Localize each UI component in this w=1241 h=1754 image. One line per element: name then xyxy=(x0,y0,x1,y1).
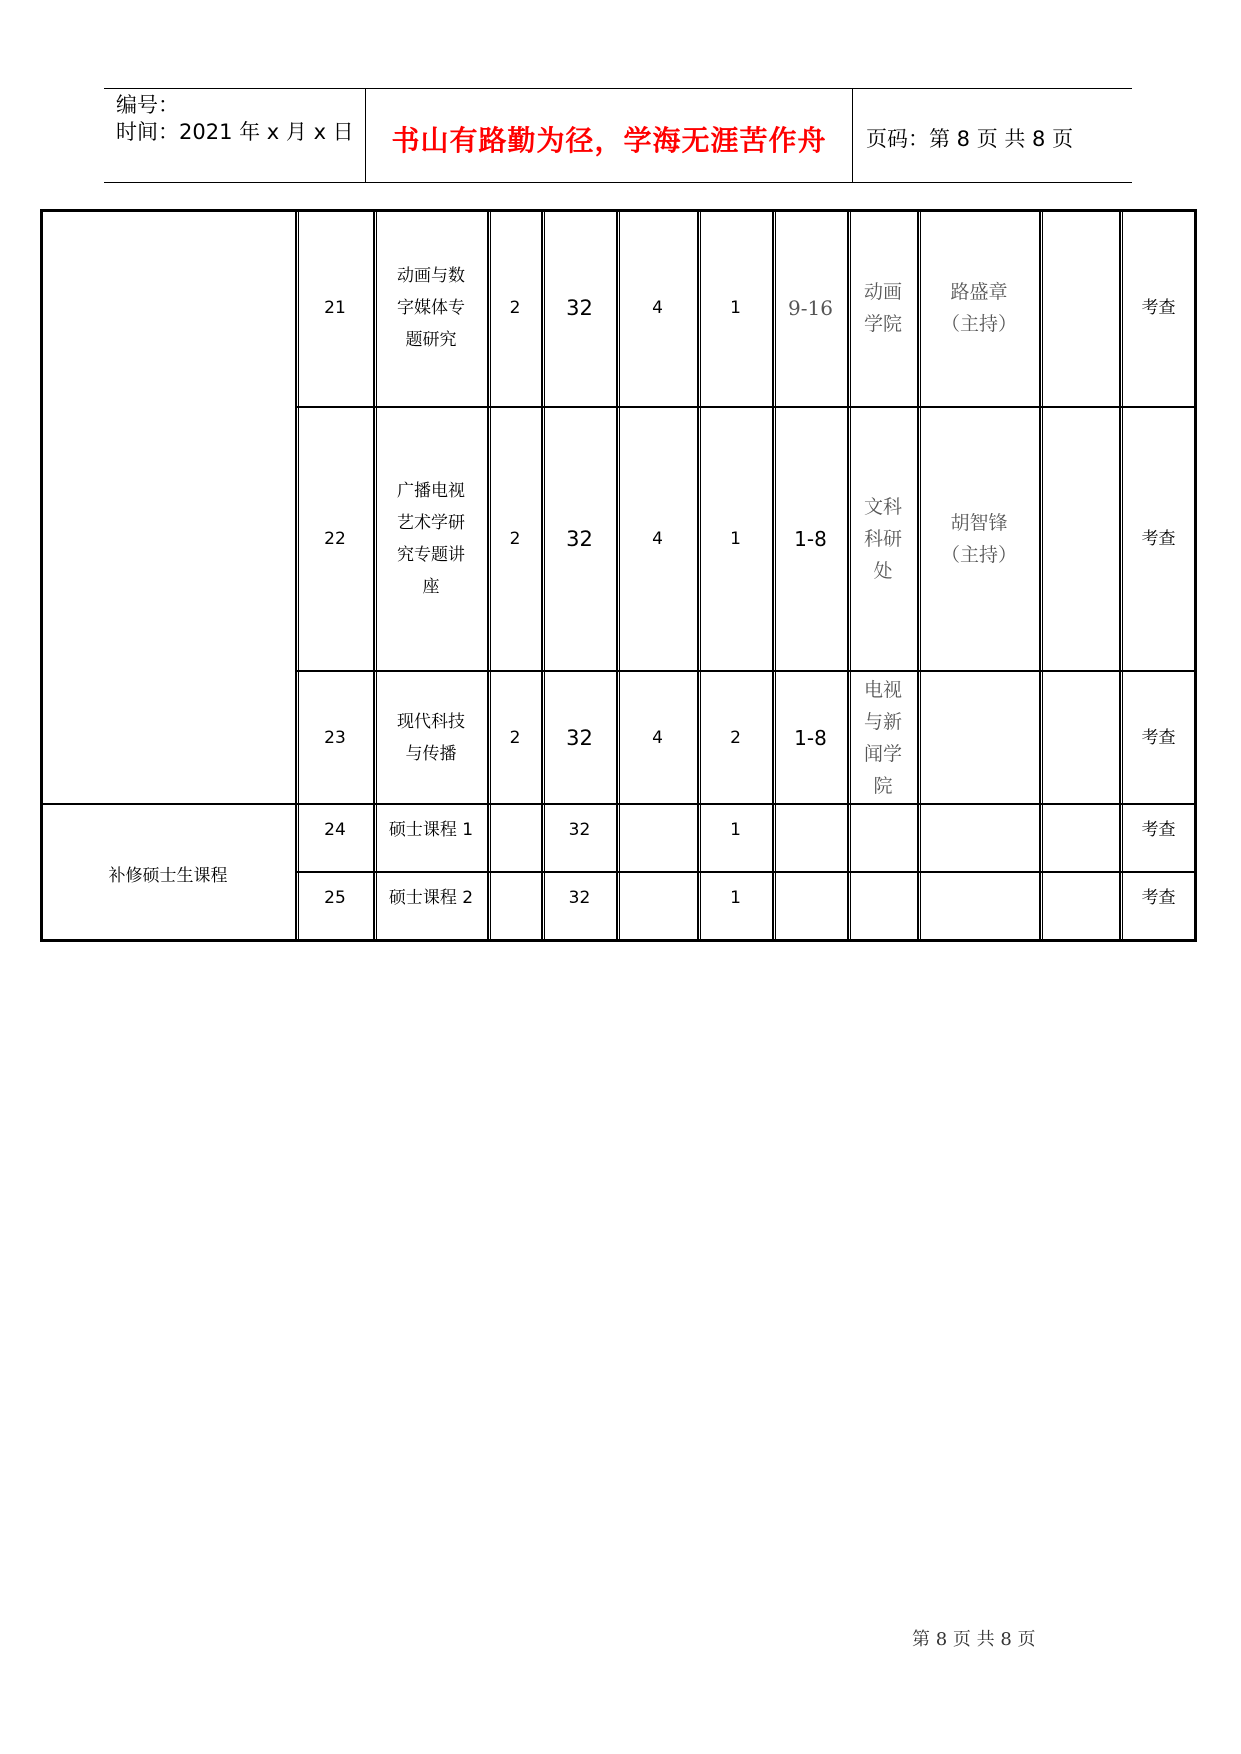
cell-department xyxy=(852,878,914,918)
cell-department: 电视 与新 闻学 院 xyxy=(863,678,902,797)
cell-exam: 考查 xyxy=(1141,529,1176,549)
cell-number: 24 xyxy=(324,820,346,840)
cell-exam: 考查 xyxy=(1141,727,1176,748)
cell-weeks xyxy=(621,878,694,918)
cell-department xyxy=(852,810,914,850)
number-label: 编号： xyxy=(116,93,179,117)
cell-empty xyxy=(1044,810,1116,850)
page-info: 页码：第 8 页 共 8 页 xyxy=(866,127,1074,151)
cell-teacher: 路盛章 （主持） xyxy=(940,281,1017,335)
cell-term: 1 xyxy=(730,888,741,908)
cell-credits: 2 xyxy=(509,727,521,748)
cell-course: 现代科技 与传播 xyxy=(397,711,465,764)
table-column-divider-inner xyxy=(376,209,377,942)
page-header xyxy=(104,88,1132,183)
cell-empty xyxy=(1044,671,1116,804)
table-column-divider xyxy=(541,209,543,942)
table-column-divider-inner xyxy=(1122,209,1123,942)
table-column-divider-inner xyxy=(775,209,776,942)
cell-number: 23 xyxy=(324,727,346,748)
cell-teacher xyxy=(922,878,1036,918)
cell-hours: 32 xyxy=(566,296,593,320)
table-column-divider xyxy=(697,209,699,942)
cell-number: 22 xyxy=(324,529,346,549)
cell-empty xyxy=(1044,209,1116,407)
cell-hours: 32 xyxy=(566,725,593,750)
cell-hours: 32 xyxy=(568,820,591,840)
cell-course: 硕士课程 1 xyxy=(388,820,474,840)
cell-credits: 2 xyxy=(509,298,521,318)
cell-weeks xyxy=(621,810,694,850)
table-column-divider-inner xyxy=(544,209,545,942)
table-row-divider xyxy=(296,871,1197,873)
group-label: 补修硕士生课程 xyxy=(108,865,228,886)
table-column-divider xyxy=(487,209,489,942)
header-middle xyxy=(365,89,853,182)
table-column-divider-inner xyxy=(850,209,851,942)
cell-number: 21 xyxy=(324,298,346,318)
cell-exam: 考查 xyxy=(1141,298,1176,318)
cell-term: 1 xyxy=(730,529,741,549)
cell-empty xyxy=(1044,878,1116,918)
cell-course: 硕士课程 2 xyxy=(388,888,474,908)
cell-credits: 2 xyxy=(509,529,521,549)
cell-term: 2 xyxy=(730,727,741,748)
slogan: 书山有路勤为径，学海无涯苦作舟 xyxy=(391,124,827,157)
table-column-divider-inner xyxy=(298,209,299,942)
header-left xyxy=(104,89,365,182)
table-column-divider-inner xyxy=(619,209,620,942)
cell-number: 25 xyxy=(324,888,346,908)
cell-term: 1 xyxy=(730,298,741,318)
cell-course: 广播电视 艺术学研 究专题讲 座 xyxy=(397,481,465,597)
cell-schedule: 9-16 xyxy=(788,296,833,320)
header-right xyxy=(852,89,1132,182)
table-column-divider xyxy=(847,209,849,942)
table-column-divider xyxy=(1119,209,1121,942)
cell-weeks: 4 xyxy=(652,298,663,318)
cell-credits xyxy=(492,810,538,850)
table-column-divider-inner xyxy=(920,209,921,942)
cell-schedule: 1-8 xyxy=(794,527,827,551)
table-border-right xyxy=(1194,209,1197,942)
cell-weeks: 4 xyxy=(652,727,663,748)
page-footer: 第 8 页 共 8 页 xyxy=(912,1629,1036,1650)
cell-teacher: 胡智锋 （主持） xyxy=(940,512,1017,566)
cell-department: 文科 科研 处 xyxy=(863,496,902,582)
table-column-divider-inner xyxy=(490,209,491,942)
cell-hours: 32 xyxy=(566,527,593,551)
cell-teacher xyxy=(922,810,1036,850)
cell-exam: 考查 xyxy=(1141,888,1176,908)
cell-schedule: 1-8 xyxy=(794,725,827,750)
cell-empty xyxy=(1044,407,1116,671)
table-column-divider xyxy=(772,209,774,942)
table-border-left xyxy=(40,209,43,942)
table-column-divider-inner xyxy=(1042,209,1043,942)
table-column-divider xyxy=(1039,209,1041,942)
cell-term: 1 xyxy=(730,820,741,840)
table-column-divider-inner xyxy=(700,209,701,942)
cell-schedule xyxy=(777,810,844,850)
table-column-divider xyxy=(295,209,297,942)
cell-hours: 32 xyxy=(568,888,591,908)
course-table xyxy=(40,209,1197,942)
cell-schedule xyxy=(777,878,844,918)
time-label: 时间：2021 年 x 月 x 日 xyxy=(116,120,354,144)
cell-course: 动画与数 字媒体专 题研究 xyxy=(397,266,465,350)
cell-department: 动画 学院 xyxy=(863,281,902,335)
table-column-divider xyxy=(616,209,618,942)
cell-exam: 考查 xyxy=(1141,820,1176,840)
cell-credits xyxy=(492,878,538,918)
table-column-divider xyxy=(917,209,919,942)
cell-weeks: 4 xyxy=(652,529,663,549)
table-column-divider xyxy=(373,209,375,942)
cell-teacher xyxy=(922,671,1036,804)
